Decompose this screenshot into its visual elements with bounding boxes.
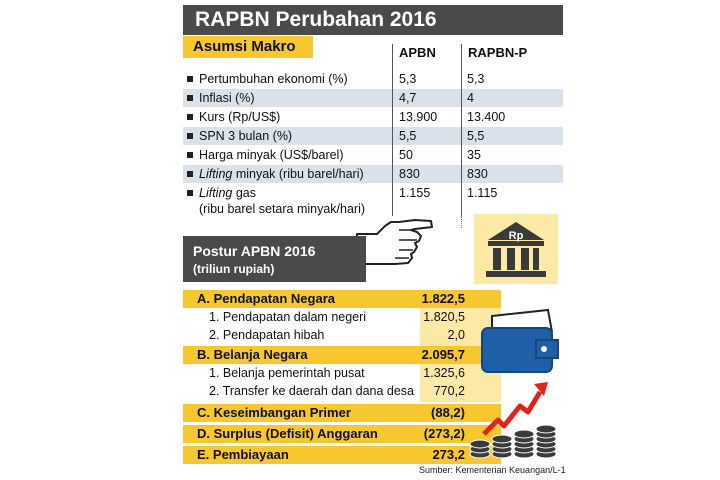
bullet-icon xyxy=(187,133,193,139)
row-label: Harga minyak (US$/barel) xyxy=(199,148,344,162)
bullet-icon xyxy=(187,190,193,196)
table-row xyxy=(183,89,563,107)
wallet-icon xyxy=(478,306,568,384)
row-rapbnp-value: 830 xyxy=(467,167,488,181)
table-row xyxy=(183,70,563,88)
table-row xyxy=(183,146,563,164)
row-apbn-value: 5,3 xyxy=(399,72,417,86)
postur-subrow: 1. Belanja pemerintah pusat 1.325,6 xyxy=(209,366,465,380)
row-rapbnp-value: 5,5 xyxy=(467,129,485,143)
col-rapbnp-header: RAPBN-P xyxy=(468,45,528,60)
row-label: Kurs (Rp/US$) xyxy=(199,110,281,124)
column-divider xyxy=(461,44,462,216)
column-divider xyxy=(392,44,393,216)
table-row xyxy=(183,108,563,126)
row-rapbnp-value: 4 xyxy=(467,91,474,105)
page-title: RAPBN Perubahan 2016 xyxy=(183,5,563,35)
row-label: Lifting minyak (ribu barel/hari) xyxy=(199,167,364,181)
bullet-icon xyxy=(187,76,193,82)
table-row xyxy=(183,127,563,145)
postur-heading-box xyxy=(183,236,366,282)
postur-subrow: 2. Pendapatan hibah 2,0 xyxy=(209,328,465,342)
row-apbn-value: 830 xyxy=(399,167,420,181)
asumsi-heading: Asumsi Makro xyxy=(183,36,313,58)
postur-subrow: 1. Pendapatan dalam negeri 1.820,5 xyxy=(209,310,465,324)
row-label: Inflasi (%) xyxy=(199,91,255,105)
postur-row-keseimbangan: C. Keseimbangan Primer (88,2) xyxy=(183,404,501,422)
coins-growth-icon xyxy=(464,376,564,466)
bullet-icon xyxy=(187,152,193,158)
bank-icon-tile xyxy=(474,214,558,284)
postur-row-pembiayaan: E. Pembiayaan 273,2 xyxy=(183,446,501,464)
row-apbn-value: 4,7 xyxy=(399,91,417,105)
postur-row-surplus: D. Surplus (Defisit) Anggaran (273,2) xyxy=(183,425,501,443)
row-label: Pertumbuhan ekonomi (%) xyxy=(199,72,348,86)
row-rapbnp-value: 5,3 xyxy=(467,72,485,86)
divider-dots xyxy=(461,216,462,228)
row-rapbnp-value: 1.115 xyxy=(467,186,498,200)
postur-row-belanja: B. Belanja Negara 2.095,7 xyxy=(183,346,501,364)
bullet-icon xyxy=(187,114,193,120)
row-apbn-value: 13.900 xyxy=(399,110,438,124)
postur-subheading: (triliun rupiah) xyxy=(193,262,275,276)
postur-subrow: 2. Transfer ke daerah dan dana desa 770,2 xyxy=(209,384,465,398)
source-note: Sumber: Kementerian Keuangan/L-1 xyxy=(419,465,566,475)
table-row xyxy=(183,165,563,183)
pointing-hand-icon xyxy=(355,208,435,278)
svg-text:Rp: Rp xyxy=(508,230,524,242)
row-label: SPN 3 bulan (%) xyxy=(199,129,293,143)
row-rapbnp-value: 35 xyxy=(467,148,481,162)
row-apbn-value: 5,5 xyxy=(399,129,417,143)
bank-icon xyxy=(474,214,558,284)
row-rapbnp-value: 13.400 xyxy=(467,110,506,124)
row-label: Lifting gas (ribu barel setara minyak/hari) xyxy=(199,186,366,216)
row-apbn-value: 50 xyxy=(399,148,413,162)
bullet-icon xyxy=(187,95,193,101)
row-apbn-value: 1.155 xyxy=(399,186,431,200)
col-apbn-header: APBN xyxy=(399,45,436,60)
bullet-icon xyxy=(187,171,193,177)
postur-heading: Postur APBN 2016 xyxy=(193,243,316,259)
postur-row-pendapatan: A. Pendapatan Negara 1.822,5 xyxy=(183,290,501,308)
